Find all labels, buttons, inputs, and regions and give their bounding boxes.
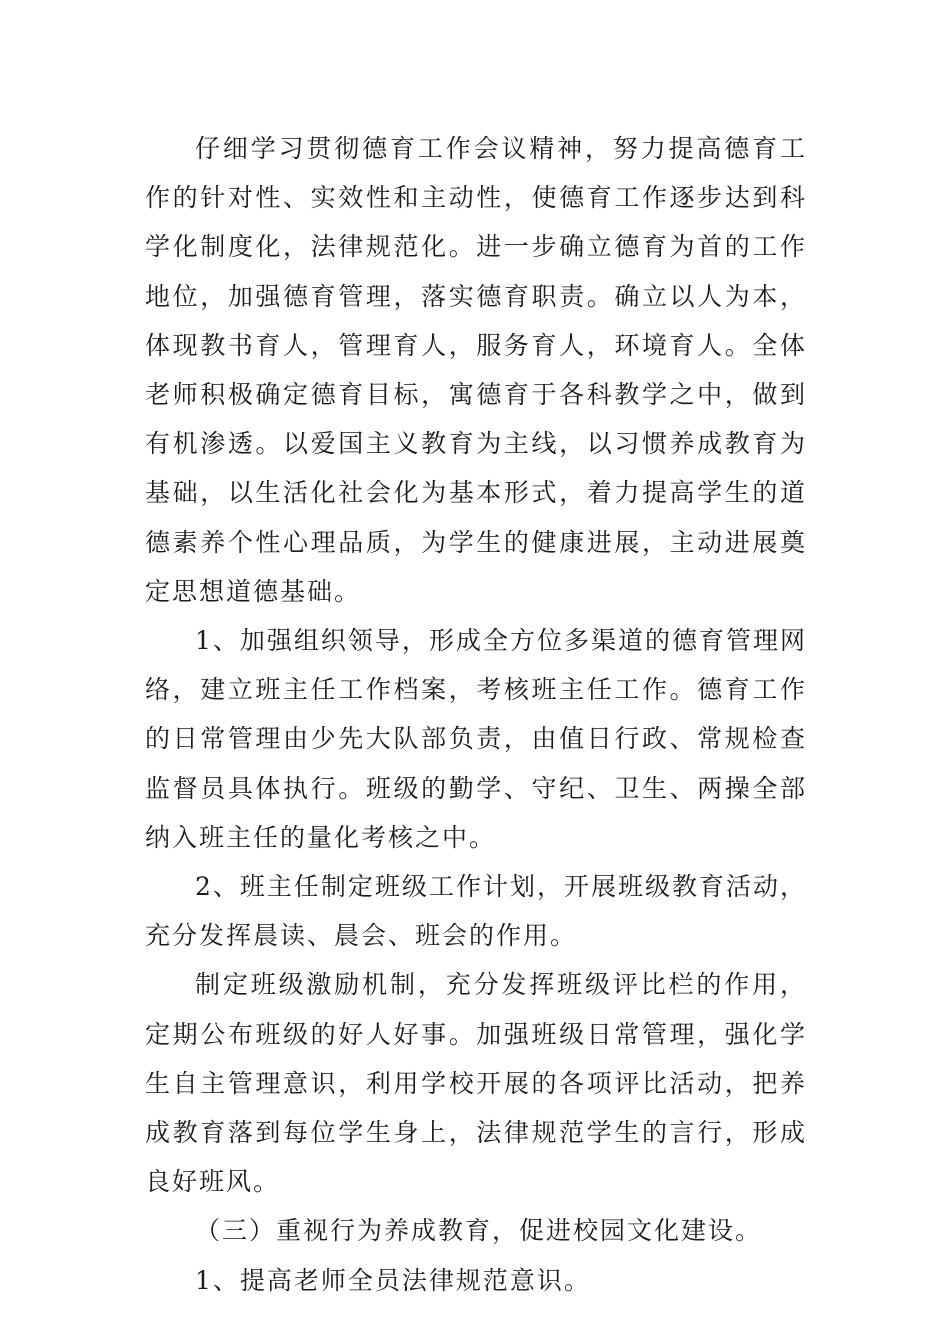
section-heading-behavior-education: （三）重视行为养成教育，促进校园文化建设。 (195, 1216, 763, 1246)
paragraph-moral-education-overview: 仔细学习贯彻德育工作会议精神，努力提高德育工作的针对性、实效性和主动性，使德育工作逐步达到科学化制度化，法律规范化。进一步确立德育为首的工作地位，加强德育管理，落实德育职责。确立以人为本，体现教书育人，管理育人，服务育人，环境育人。全体老师积极确定德育目标，寓德育于各科教学之中，做到有机渗透。以爱国主义教育为主线，以习惯养成教育为基础，以生活化社会化为基本形式，着力提高学生的道德素养个性心理品质，为学生的健康进展，主动进展奠定思想道德基础。 (145, 134, 807, 606)
paragraph-item-1-organization: 1、加强组织领导，形成全方位多渠道的德育管理网络，建立班主任工作档案，考核班主任工作。德育工作的日常管理由少先大队部负责，由值日行政、常规检查监督员具体执行。班级的勤学、守纪、卫生、两操全部纳入班主任的量化考核之中。 (145, 626, 807, 852)
paragraph-class-incentive: 制定班级激励机制，充分发挥班级评比栏的作用，定期公布班级的好人好事。加强班级日常管理，强化学生自主管理意识，利用学校开展的各项评比活动，把养成教育落到每位学生身上，法律规范学生的言行，形成良好班风。 (145, 970, 807, 1197)
paragraph-item-1-teacher-awareness: 1、提高老师全员法律规范意识。 (195, 1265, 591, 1295)
document-body (145, 124, 807, 1305)
paragraph-item-2-class-plan: 2、班主任制定班级工作计划，开展班级教育活动，充分发挥晨读、晨会、班会的作用。 (145, 872, 807, 951)
